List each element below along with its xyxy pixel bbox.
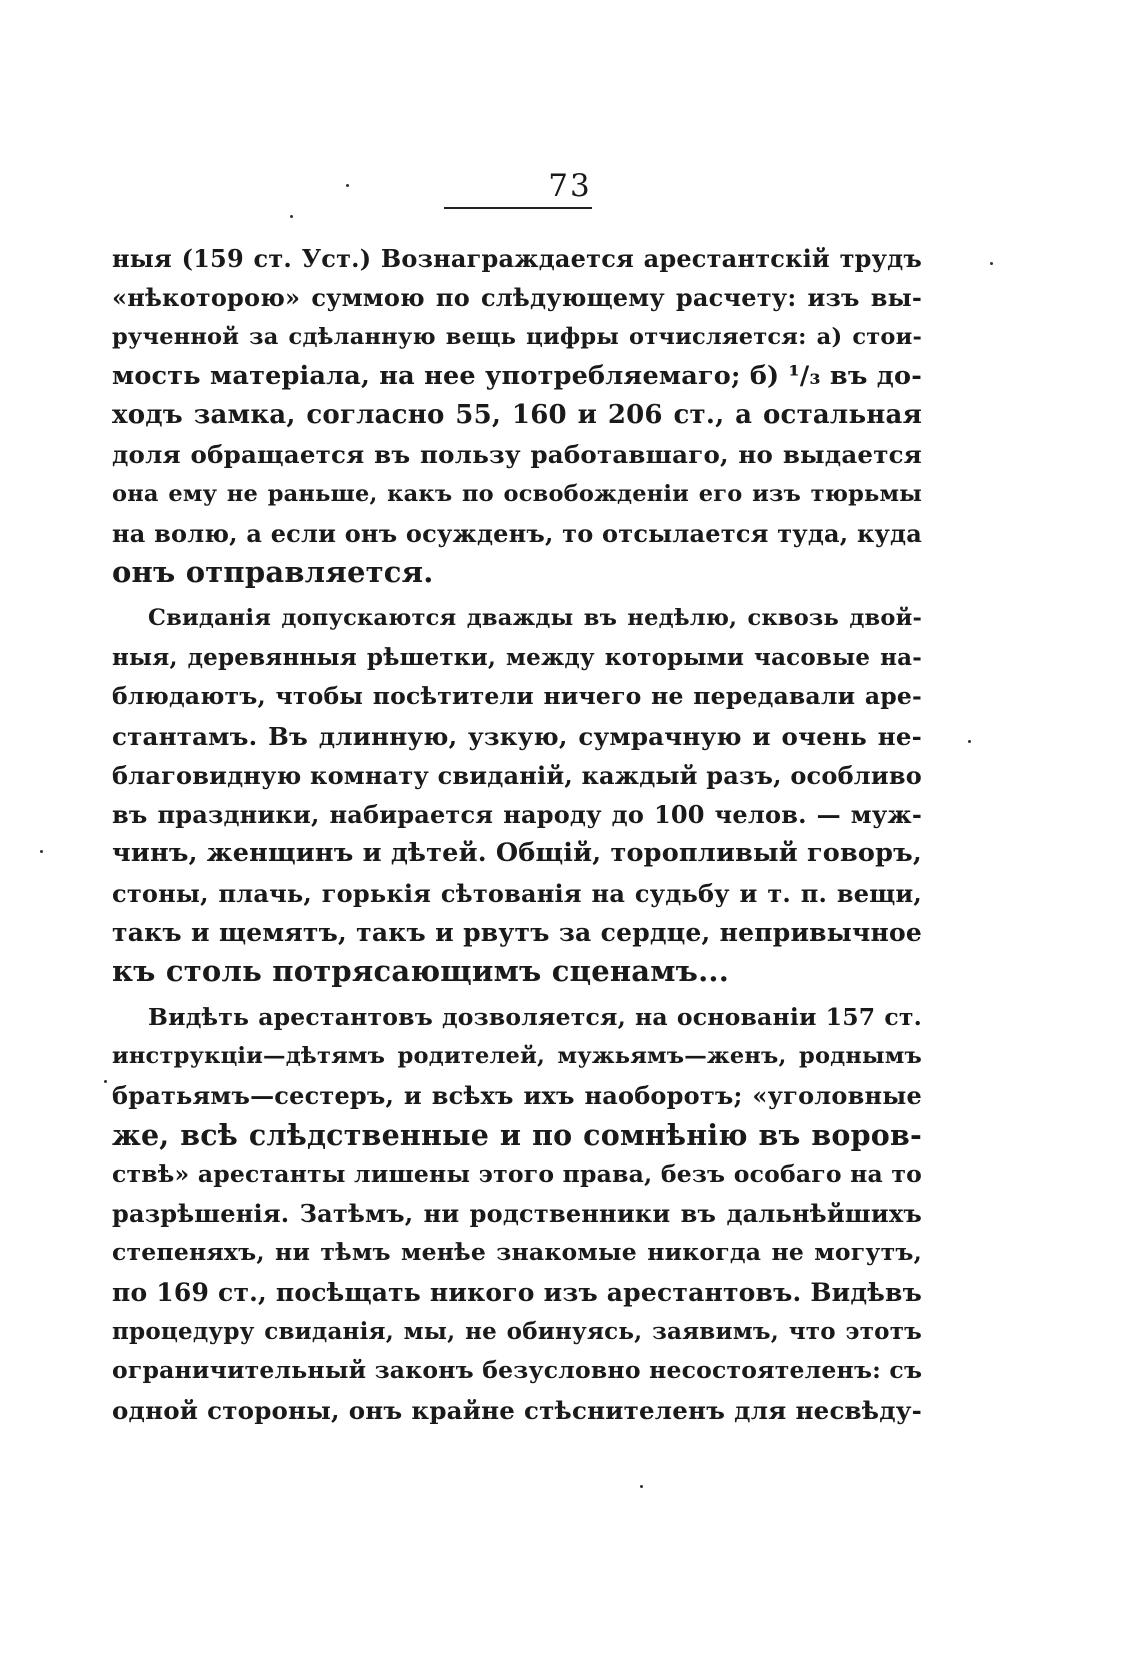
text-line: чинъ, женщинъ и дѣтей. Общій, торопливый говоръ,	[112, 838, 922, 869]
header-rule	[444, 207, 592, 209]
scan-speck	[40, 850, 43, 853]
text-line: Свиданія допускаются дважды въ недѣлю, сквозь двой-	[148, 604, 922, 631]
text-line: степеняхъ, ни тѣмъ менѣе знакомые никогда не могутъ,	[112, 1238, 922, 1267]
text-line: по 169 ст., посѣщать никого изъ арестантовъ. Видѣвъ	[112, 1277, 922, 1307]
text-line: она ему не раньше, какъ по освобожденіи его изъ тюрьмы	[112, 480, 922, 507]
text-line: рученной за сдѣланную вещь цифры отчисляется: а) стои-	[112, 323, 922, 350]
body-text	[112, 239, 922, 1430]
text-line: онъ отправляется.	[112, 555, 434, 590]
scan-speck	[640, 1485, 643, 1488]
text-line: «нѣкоторою» суммою по слѣдующему расчету: изъ вы-	[112, 283, 922, 313]
text-line: же, всѣ слѣдственные и по сомнѣнію въ воров-	[112, 1117, 922, 1152]
text-line: въ праздники, набирается народу до 100 челов. — муж-	[112, 800, 922, 830]
text-line: инструкціи—дѣтямъ родителей, мужьямъ—женъ, роднымъ	[112, 1042, 922, 1069]
text-line: такъ и щемятъ, такъ и рвутъ за сердце, непривычное	[112, 918, 922, 948]
paragraph-3	[112, 998, 922, 1430]
text-line: стоны, плачь, горькія сѣтованія на судьбу и т. п. вещи,	[112, 878, 922, 908]
text-line: ходъ замка, согласно 55, 160 и 206 ст., а остальная	[112, 400, 922, 431]
scan-speck	[290, 215, 293, 218]
text-line: Видѣть арестантовъ дозволяется, на основаніи 157 ст.	[148, 1002, 922, 1031]
paragraph-1	[112, 239, 922, 593]
scan-speck	[346, 184, 349, 187]
text-line: на волю, а если онъ осужденъ, то отсылается туда, куда	[112, 519, 922, 549]
scan-speck	[968, 740, 971, 743]
text-line: ограничительный законъ безусловно несостоятеленъ: съ	[112, 1356, 923, 1385]
text-line: братьямъ—сестеръ, и всѣхъ ихъ наоборотъ; «уголовные	[112, 1081, 922, 1111]
text-line: доля обращается въ пользу работавшаго, но выдается	[112, 440, 922, 470]
page-number: 73	[548, 168, 592, 204]
scan-speck	[104, 1080, 107, 1083]
text-line: мость матеріала, на нее употребляемаго; б) ¹/₃ въ до-	[112, 360, 922, 391]
text-line: стантамъ. Въ длинную, узкую, сумрачную и очень не-	[112, 721, 922, 751]
text-line: разрѣшенія. Затѣмъ, ни родственники въ дальнѣйшихъ	[112, 1199, 922, 1229]
text-line: къ столь потрясающимъ сценамъ...	[112, 954, 729, 989]
paragraph-2	[112, 599, 922, 992]
text-line: ныя (159 ст. Уст.) Вознаграждается арестантскій трудъ	[112, 244, 922, 273]
scan-speck	[990, 262, 993, 265]
text-line: ствѣ» арестанты лишены этого права, безъ особаго на то	[112, 1159, 922, 1188]
text-line: процедуру свиданія, мы, не обинуясь, заявимъ, что этотъ	[112, 1318, 922, 1346]
text-line: благовидную комнату свиданій, каждый разъ, особливо	[112, 760, 922, 790]
text-line: ныя, деревянныя рѣшетки, между которыми часовые на-	[112, 643, 922, 671]
text-line: одной стороны, онъ крайне стѣснителенъ для несвѣду-	[112, 1395, 922, 1425]
text-line: блюдаютъ, чтобы посѣтители ничего не передавали аре-	[112, 682, 922, 711]
